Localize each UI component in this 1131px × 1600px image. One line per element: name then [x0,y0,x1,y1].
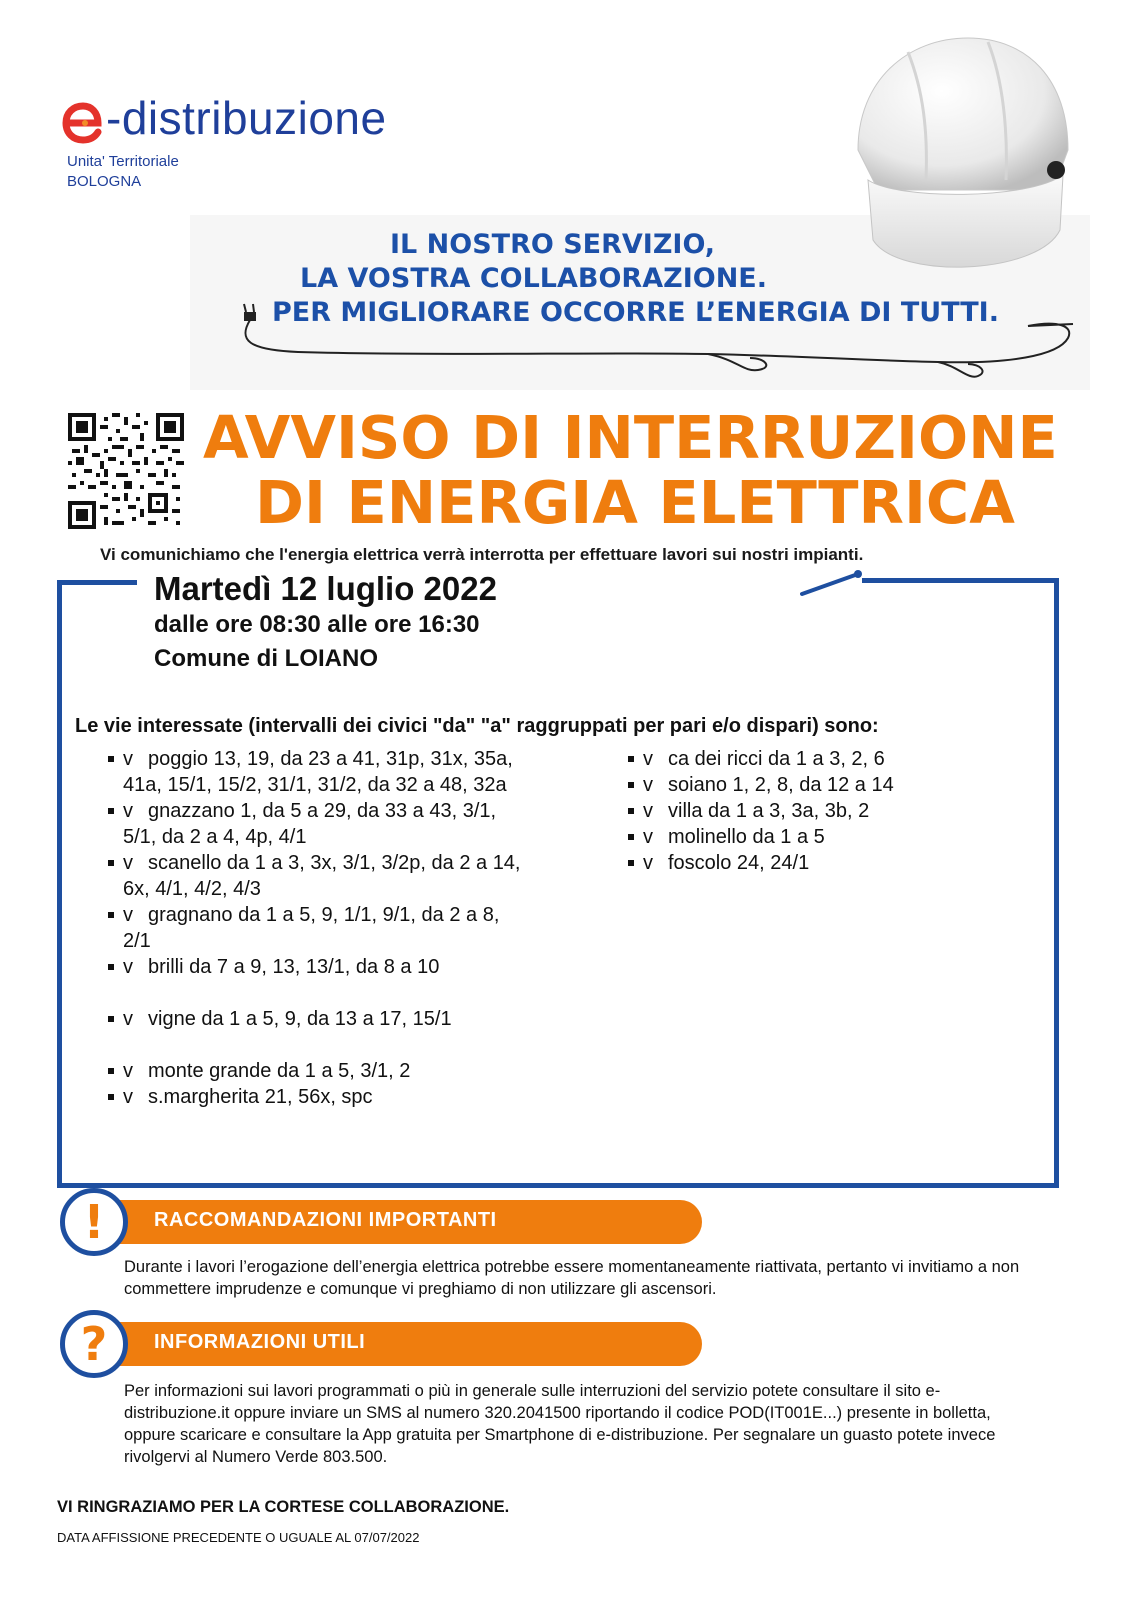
bullet-icon [628,756,634,762]
bullet-icon [628,808,634,814]
logo-e-icon [62,100,106,144]
unit-city: BOLOGNA [67,173,142,190]
street-text: s.margherita 21, 56x, spc [148,1086,373,1108]
streets-list-right [628,746,988,876]
slogan-line-2: LA VOSTRA COLLABORAZIONE. [300,263,767,294]
street-item [628,850,988,876]
street-text: monte grande da 1 a 5, 3/1, 2 [148,1060,411,1082]
street-text: gnazzano 1, da 5 a 29, da 33 a 43, 3/1, 5/1, da 2 a 4, 4p, 4/1 [123,800,497,848]
pen-stroke-decoration [800,570,870,600]
info-text: Per informazioni sui lavori programmati o più in generale sulle interruzioni del servizio potete consultare il sito e-distribuzione.it oppure inviare un SMS al numero 320.2041500 riportando il codice POD(IT001E...) presente in bolletta, oppure scaricare e consultare la App gratuita per Smartphone di e-distribuzione. Per segnalare un guasto potete invece rivolgervi al Numero Verde 803.500. [124,1382,996,1466]
streets-list-left [108,746,528,1110]
street-item [628,798,988,824]
posting-date: DATA AFFISSIONE PRECEDENTE O UGUALE AL 07/07/2022 [57,1530,420,1545]
street-prefix: v [643,826,653,848]
street-text: brilli da 7 a 9, 13, 13/1, da 8 a 10 [148,956,440,978]
street-prefix: v [643,852,653,874]
street-prefix: v [123,852,133,874]
bullet-icon [108,1016,114,1022]
street-prefix: v [123,748,133,770]
outage-hours: dalle ore 08:30 alle ore 16:30 [154,611,480,638]
street-text: molinello da 1 a 5 [668,826,825,848]
notice-title-line-2: DI ENERGIA ELETTRICA [255,468,1015,537]
frame-top-left-border [57,580,137,585]
question-icon: ? [60,1310,128,1378]
street-text: villa da 1 a 3, 3a, 3b, 2 [668,800,870,822]
frame-top-right-border [862,578,1059,583]
street-text: foscolo 24, 24/1 [668,852,810,874]
street-prefix: v [123,904,133,926]
logo-text: -distribuzione [106,92,387,144]
street-prefix: v [643,800,653,822]
street-text: poggio 13, 19, da 23 a 41, 31p, 31x, 35a, 41a, 15/1, 15/2, 31/1, 31/2, da 32 a 48, 32a [123,748,513,796]
street-prefix: v [123,1086,133,1108]
street-item [628,824,988,850]
street-item [108,850,528,902]
exclamation-icon: ! [60,1188,128,1256]
bullet-icon [628,782,634,788]
street-prefix: v [643,774,653,796]
power-cable-illustration [238,300,1078,390]
outage-date: Martedì 12 luglio 2022 [154,570,497,607]
safety-helmet-image [838,30,1078,288]
street-text: vigne da 1 a 5, 9, da 13 a 17, 15/1 [148,1008,452,1030]
bullet-icon [628,834,634,840]
street-item [628,746,988,772]
street-item [108,798,528,850]
slogan-line-3: PER MIGLIORARE OCCORRE L’ENERGIA DI TUTTI. [272,297,999,328]
street-text: gragnano da 1 a 5, 9, 1/1, 9/1, da 2 a 8, 2/1 [123,904,500,952]
info-label: INFORMAZIONI UTILI [154,1331,366,1353]
bullet-icon [108,1068,114,1074]
street-item [108,954,528,980]
street-prefix: v [123,1060,133,1082]
bullet-icon [628,860,634,866]
e-distribuzione-logo [62,88,387,148]
bullet-icon [108,912,114,918]
street-item [628,772,988,798]
street-text: scanello da 1 a 3, 3x, 3/1, 3/2p, da 2 a 14, 6x, 4/1, 4/2, 4/3 [123,852,521,900]
street-prefix: v [123,1008,133,1030]
bullet-icon [108,860,114,866]
street-item [108,902,528,954]
recommendations-label: RACCOMANDAZIONI IMPORTANTI [154,1209,497,1231]
outage-municipality: Comune di LOIANO [154,645,378,672]
street-item [108,1006,528,1032]
street-prefix: v [643,748,653,770]
recommendations-text: Durante i lavori l’erogazione dell’energia elettrica potrebbe essere momentaneamente riattivata, pertanto vi invitiamo a non commettere imprudenze e comunque vi preghiamo di non utilizzare gli ascensori. [124,1258,1020,1298]
bullet-icon [108,964,114,970]
territorial-unit [67,152,179,192]
street-text: soiano 1, 2, 8, da 12 a 14 [668,774,894,796]
street-item [108,1084,528,1110]
street-prefix: v [123,956,133,978]
bullet-icon [108,756,114,762]
streets-heading: Le vie interessate (intervalli dei civici "da" "a" raggruppati per pari e/o dispari) sono: [75,715,879,737]
bullet-icon [108,808,114,814]
unit-label: Unita' Territoriale [67,153,179,170]
street-prefix: v [123,800,133,822]
street-item [108,1058,528,1084]
street-item [108,746,528,798]
intro-text: Vi comunichiamo che l'energia elettrica verrà interrotta per effettuare lavori sui nostri impianti. [100,545,864,564]
street-text: ca dei ricci da 1 a 3, 2, 6 [668,748,885,770]
slogan-line-1: IL NOSTRO SERVIZIO, [390,229,716,260]
thanks-text: VI RINGRAZIAMO PER LA CORTESE COLLABORAZIONE. [57,1498,510,1516]
notice-title-line-1: AVVISO DI INTERRUZIONE [203,403,1058,472]
qr-code[interactable] [68,413,184,529]
bullet-icon [108,1094,114,1100]
